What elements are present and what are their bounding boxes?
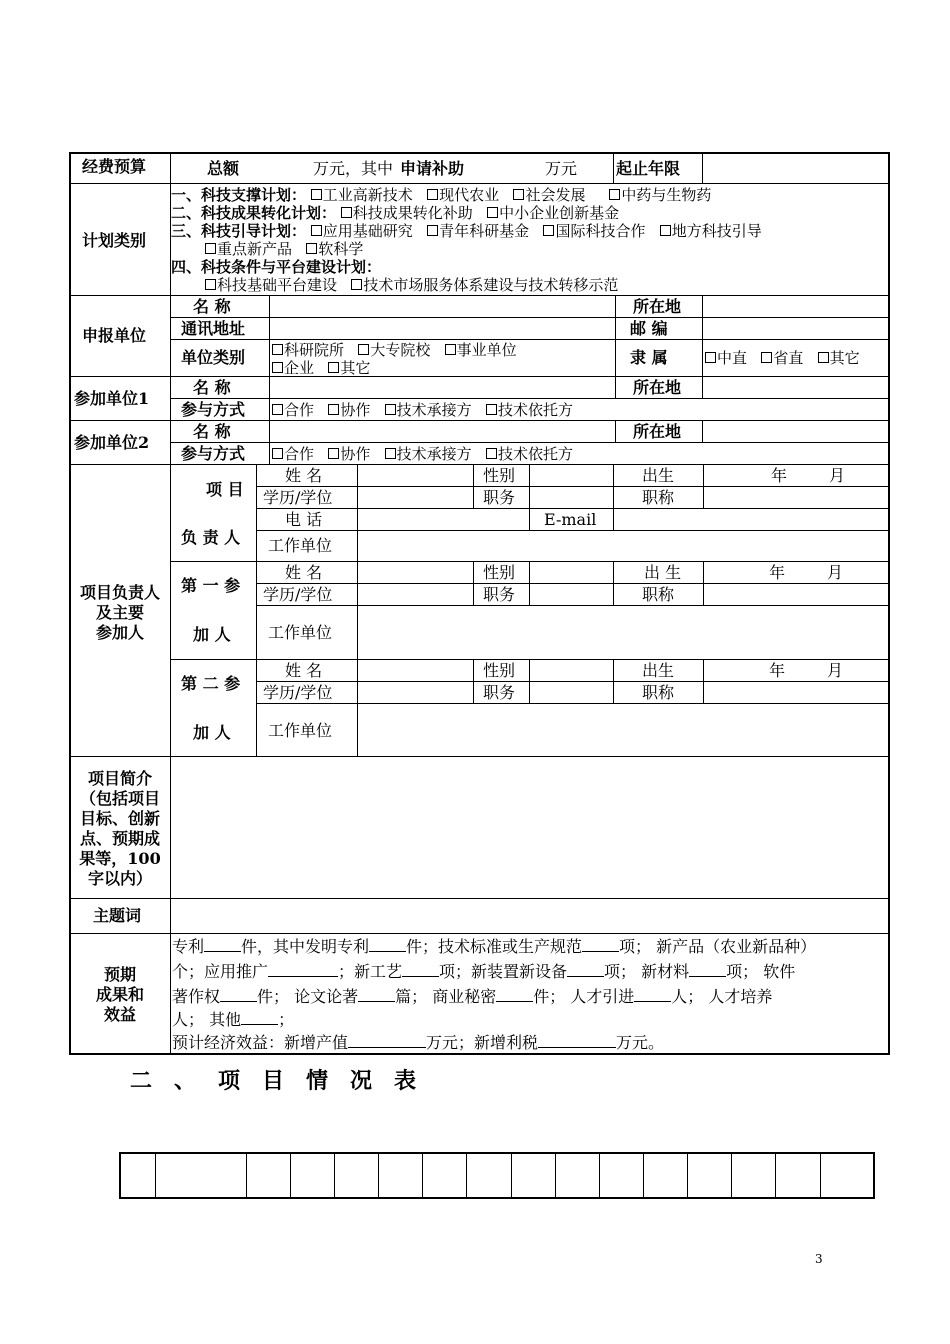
- checkbox-option[interactable]: 技术市场服务体系建设与技术转移示范: [351, 276, 618, 294]
- checkbox-option[interactable]: 技术依托方: [486, 445, 573, 463]
- row-divider: [70, 464, 889, 465]
- row-divider: [70, 183, 889, 184]
- leader-email-label: E-mail: [544, 510, 597, 529]
- outcome-line-5: 预计经济效益：新增产值 万元；新增利税 万元。: [172, 1033, 665, 1052]
- intro-label-line-2: （包括项目: [79, 789, 160, 808]
- checkbox-option[interactable]: 工业高新技术: [311, 186, 413, 204]
- budget-apply-label: 申请补助: [400, 159, 465, 178]
- participant2-label-bottom: 加 人: [193, 723, 231, 742]
- grid-divider: [155, 1153, 156, 1198]
- checkbox-icon: [311, 189, 322, 200]
- checkbox-icon: [609, 189, 620, 200]
- people-label-line-2: 及主要: [95, 603, 144, 622]
- checkbox-icon: [445, 344, 456, 355]
- checkbox-option[interactable]: 技术承接方: [385, 401, 472, 419]
- participant1-duty-label: 职务: [483, 585, 516, 604]
- label-column-divider: [170, 153, 171, 1054]
- grid-divider: [687, 1153, 688, 1198]
- plan-line-4-title: 四、科技条件与平台建设计划：: [171, 258, 382, 276]
- applicant-type-options-row2: [272, 359, 370, 377]
- blank-line[interactable]: [241, 1010, 278, 1025]
- outcome-line-3: 著作权 件； 论文论著 篇； 商业秘密 件； 人才引进 人； 人才培养: [172, 987, 773, 1006]
- participant2-birth-year: 年: [769, 661, 786, 680]
- leader-work-label: 工作单位: [268, 536, 333, 555]
- row-divider: [256, 530, 889, 531]
- plan-line-3: [171, 222, 762, 240]
- checkbox-option[interactable]: 中药与生物药: [609, 186, 711, 204]
- checkbox-icon: [513, 189, 524, 200]
- blank-line[interactable]: [538, 1033, 616, 1048]
- grid-divider: [378, 1153, 379, 1198]
- cell-divider: [473, 562, 474, 605]
- participant2-label-top: 第 二 参: [181, 674, 241, 693]
- outcome-label-line-2: 成果和: [95, 985, 144, 1004]
- checkbox-icon: [351, 279, 362, 290]
- grid-divider: [599, 1153, 600, 1198]
- checkbox-icon: [543, 225, 554, 236]
- outcome-line-4: 人； 其他 ；: [172, 1010, 295, 1029]
- partner1-mode-label: 参与方式: [181, 400, 246, 419]
- budget-unit-a: 万元，其中: [313, 159, 394, 178]
- checkbox-icon: [272, 448, 283, 459]
- row-divider: [171, 561, 889, 562]
- row-divider: [171, 317, 889, 318]
- budget-total-label: 总额: [207, 159, 240, 178]
- row-divider: [256, 508, 889, 509]
- cell-divider: [615, 296, 616, 376]
- checkbox-option[interactable]: 社会发展: [513, 186, 585, 204]
- checkbox-option[interactable]: 地方科技引导: [660, 222, 762, 240]
- cell-divider: [702, 153, 703, 183]
- blank-line[interactable]: [634, 987, 671, 1002]
- cell-divider: [529, 465, 530, 530]
- section-2-heading: 二、项目情况表: [130, 1068, 439, 1094]
- checkbox-icon: [328, 448, 339, 459]
- checkbox-option[interactable]: 重点新产品: [205, 240, 292, 258]
- checkbox-icon: [486, 404, 497, 415]
- blank-line[interactable]: [268, 962, 338, 977]
- page-number: 3: [815, 1252, 823, 1266]
- participant1-birth-month: 月: [827, 563, 844, 582]
- checkbox-icon: [385, 448, 396, 459]
- checkbox-icon: [427, 189, 438, 200]
- checkbox-option[interactable]: 国际科技合作: [543, 222, 645, 240]
- checkbox-icon: [205, 243, 216, 254]
- checkbox-icon: [486, 448, 497, 459]
- cell-divider: [613, 660, 614, 703]
- row-divider: [256, 583, 889, 584]
- applicant-name-label: 名 称: [193, 297, 231, 316]
- checkbox-option[interactable]: 技术承接方: [385, 445, 472, 463]
- row-divider: [70, 898, 889, 899]
- applicant-location-label: 所在地: [633, 297, 682, 316]
- row-divider: [70, 376, 889, 377]
- checkbox-icon: [272, 362, 283, 373]
- cell-divider: [702, 377, 703, 398]
- row-divider: [70, 420, 889, 421]
- plan-category-label: 计划类别: [82, 231, 147, 250]
- checkbox-icon: [328, 362, 339, 373]
- cell-divider: [702, 296, 703, 376]
- budget-label: 经费预算: [82, 157, 147, 176]
- applicant-affiliation-options: [705, 349, 860, 367]
- checkbox-option[interactable]: 中小企业创新基金: [487, 204, 619, 222]
- leader-birth-label: 出生: [642, 466, 675, 485]
- grid-divider: [820, 1153, 821, 1198]
- row-divider: [256, 703, 889, 704]
- plan-line-1-title: 一、科技支撑计划：: [171, 186, 307, 204]
- plan-line-2: [171, 204, 619, 222]
- outcome-line-2: 个；应用推广 ；新工艺 项；新装置新设备 项； 新材料 项； 软件: [172, 962, 796, 981]
- checkbox-icon: [306, 243, 317, 254]
- cell-divider: [269, 421, 270, 464]
- grid-divider: [775, 1153, 776, 1198]
- plan-line-1: [171, 186, 711, 204]
- plan-line-5: [205, 276, 618, 294]
- blank-line[interactable]: [220, 987, 257, 1002]
- cell-divider: [529, 660, 530, 703]
- cell-divider: [256, 465, 257, 756]
- participant1-birth-year: 年: [769, 563, 786, 582]
- participant2-title-label: 职称: [642, 683, 675, 702]
- applicant-label: 申报单位: [82, 326, 147, 345]
- row-divider: [70, 295, 889, 296]
- row-divider: [70, 933, 889, 934]
- checkbox-option[interactable]: 现代农业: [427, 186, 499, 204]
- outcome-label-line-3: 效益: [103, 1005, 136, 1024]
- checkbox-icon: [761, 352, 772, 363]
- cell-divider: [613, 153, 614, 183]
- participant1-title-label: 职称: [642, 585, 675, 604]
- cell-divider: [613, 465, 614, 530]
- people-label-line-3: 参加人: [95, 623, 144, 642]
- intro-label-line-5: 果等，100: [79, 849, 161, 868]
- participant1-label-top: 第 一 参: [181, 576, 241, 595]
- applicant-affiliation-label: 隶 属: [630, 348, 668, 367]
- plan-line-3b: [205, 240, 363, 258]
- cell-divider: [615, 377, 616, 398]
- checkbox-option[interactable]: 科技成果转化补助: [341, 204, 473, 222]
- applicant-postcode-label: 邮 编: [630, 319, 668, 338]
- checkbox-option[interactable]: 企业: [272, 359, 314, 377]
- participant2-name-label: 姓 名: [285, 661, 323, 680]
- budget-unit-b: 万元: [545, 159, 578, 178]
- intro-label-line-4: 点、预期成: [79, 829, 160, 848]
- participant1-work-label: 工作单位: [268, 623, 333, 642]
- partner1-mode-options: [272, 401, 573, 419]
- blank-line[interactable]: [689, 962, 726, 977]
- partner1-location-label: 所在地: [633, 378, 682, 397]
- checkbox-icon: [341, 207, 352, 218]
- cell-divider: [703, 660, 704, 703]
- partner2-label: 参加单位2: [74, 433, 150, 452]
- leader-title-label: 职称: [642, 488, 675, 507]
- row-divider: [256, 681, 889, 682]
- cell-divider: [529, 562, 530, 605]
- blank-line[interactable]: [567, 962, 604, 977]
- budget-period-label: 起止年限: [616, 159, 681, 178]
- participant1-edu-label: 学历/学位: [263, 585, 333, 604]
- row-divider: [171, 398, 889, 399]
- checkbox-icon: [311, 225, 322, 236]
- grid-divider: [334, 1153, 335, 1198]
- row-divider: [171, 442, 889, 443]
- participant2-edu-label: 学历/学位: [263, 683, 333, 702]
- cell-divider: [703, 465, 704, 508]
- leader-edu-label: 学历/学位: [263, 488, 333, 507]
- intro-label-line-3: 目标、创新: [79, 809, 160, 828]
- applicant-type-label: 单位类别: [181, 348, 246, 367]
- cell-divider: [702, 421, 703, 442]
- blank-line[interactable]: [582, 937, 619, 952]
- leader-label-top: 项 目: [206, 480, 244, 499]
- leader-birth-year: 年: [771, 466, 788, 485]
- cell-divider: [473, 660, 474, 703]
- leader-gender-label: 性别: [483, 466, 516, 485]
- checkbox-icon: [385, 404, 396, 415]
- outcome-label-line-1: 预期: [103, 965, 136, 984]
- blank-line[interactable]: [348, 1033, 426, 1048]
- checkbox-option[interactable]: 其它: [818, 349, 860, 367]
- leader-phone-label: 电 话: [285, 510, 323, 529]
- checkbox-icon: [818, 352, 829, 363]
- intro-label-line-1: 项目简介: [87, 769, 152, 788]
- row-divider: [256, 605, 889, 606]
- row-divider: [171, 339, 889, 340]
- cell-divider: [473, 465, 474, 508]
- cell-divider: [613, 562, 614, 605]
- checkbox-option[interactable]: 应用基础研究: [311, 222, 413, 240]
- leader-label-bottom: 负 责 人: [181, 528, 241, 547]
- checkbox-icon: [358, 344, 369, 355]
- checkbox-option[interactable]: 省直: [761, 349, 803, 367]
- participant1-birth-label: 出 生: [644, 563, 682, 582]
- grid-divider: [511, 1153, 512, 1198]
- participant2-duty-label: 职务: [483, 683, 516, 702]
- partner2-location-label: 所在地: [633, 422, 682, 441]
- checkbox-option[interactable]: 中直: [705, 349, 747, 367]
- grid-divider: [246, 1153, 247, 1198]
- row-divider: [171, 659, 889, 660]
- grid-divider: [555, 1153, 556, 1198]
- participant2-birth-label: 出生: [642, 661, 675, 680]
- grid-divider: [643, 1153, 644, 1198]
- applicant-address-label: 通讯地址: [181, 319, 246, 338]
- checkbox-option[interactable]: 其它: [328, 359, 370, 377]
- cell-divider: [357, 465, 358, 756]
- blank-line[interactable]: [496, 987, 533, 1002]
- participant2-work-label: 工作单位: [268, 721, 333, 740]
- cell-divider: [269, 377, 270, 420]
- blank-line[interactable]: [204, 937, 241, 952]
- applicant-type-options-row1: [272, 341, 517, 359]
- checkbox-icon: [205, 279, 216, 290]
- cell-divider: [269, 296, 270, 376]
- leader-birth-month: 月: [829, 466, 846, 485]
- participant2-gender-label: 性别: [483, 661, 516, 680]
- leader-name-label: 姓 名: [285, 466, 323, 485]
- plan-line-2-title: 二、科技成果转化计划：: [171, 204, 337, 222]
- participant1-name-label: 姓 名: [285, 563, 323, 582]
- checkbox-option[interactable]: 科技基础平台建设: [205, 276, 337, 294]
- checkbox-option[interactable]: 技术依托方: [486, 401, 573, 419]
- grid-divider: [290, 1153, 291, 1198]
- participant1-label-bottom: 加 人: [193, 625, 231, 644]
- blank-line[interactable]: [358, 987, 395, 1002]
- checkbox-icon: [660, 225, 671, 236]
- grid-divider: [422, 1153, 423, 1198]
- people-label-line-1: 项目负责人: [79, 583, 160, 602]
- outcome-line-1: 专利 件，其中发明专利 件；技术标准或生产规范 项； 新产品（农业新品种）: [172, 937, 817, 956]
- checkbox-icon: [328, 404, 339, 415]
- row-divider: [70, 756, 889, 757]
- checkbox-icon: [272, 404, 283, 415]
- partner2-name-label: 名 称: [193, 422, 231, 441]
- keywords-label: 主题词: [93, 906, 142, 925]
- participant2-birth-month: 月: [827, 661, 844, 680]
- cell-divider: [703, 562, 704, 605]
- participant1-gender-label: 性别: [483, 563, 516, 582]
- checkbox-option[interactable]: 合作: [272, 445, 314, 463]
- partner1-name-label: 名 称: [193, 378, 231, 397]
- row-divider: [256, 486, 889, 487]
- checkbox-icon: [272, 344, 283, 355]
- cell-divider: [615, 421, 616, 442]
- checkbox-icon: [705, 352, 716, 363]
- partner2-mode-label: 参与方式: [181, 444, 246, 463]
- checkbox-option[interactable]: 科研院所: [272, 341, 344, 359]
- project-info-grid: [119, 1152, 875, 1199]
- checkbox-icon: [427, 225, 438, 236]
- checkbox-option[interactable]: 软科学: [306, 240, 363, 258]
- plan-line-3-title: 三、科技引导计划：: [171, 222, 307, 240]
- checkbox-option[interactable]: 青年科研基金: [427, 222, 529, 240]
- checkbox-option[interactable]: 协作: [328, 445, 370, 463]
- checkbox-option[interactable]: 事业单位: [445, 341, 517, 359]
- checkbox-icon: [487, 207, 498, 218]
- checkbox-option[interactable]: 合作: [272, 401, 314, 419]
- partner2-mode-options: [272, 445, 573, 463]
- grid-divider: [731, 1153, 732, 1198]
- blank-line[interactable]: [369, 937, 406, 952]
- leader-duty-label: 职务: [483, 488, 516, 507]
- partner1-label: 参加单位1: [74, 389, 150, 408]
- checkbox-option[interactable]: 大专院校: [358, 341, 430, 359]
- intro-label-line-6: 字以内）: [87, 869, 152, 888]
- checkbox-option[interactable]: 协作: [328, 401, 370, 419]
- grid-divider: [466, 1153, 467, 1198]
- blank-line[interactable]: [402, 962, 439, 977]
